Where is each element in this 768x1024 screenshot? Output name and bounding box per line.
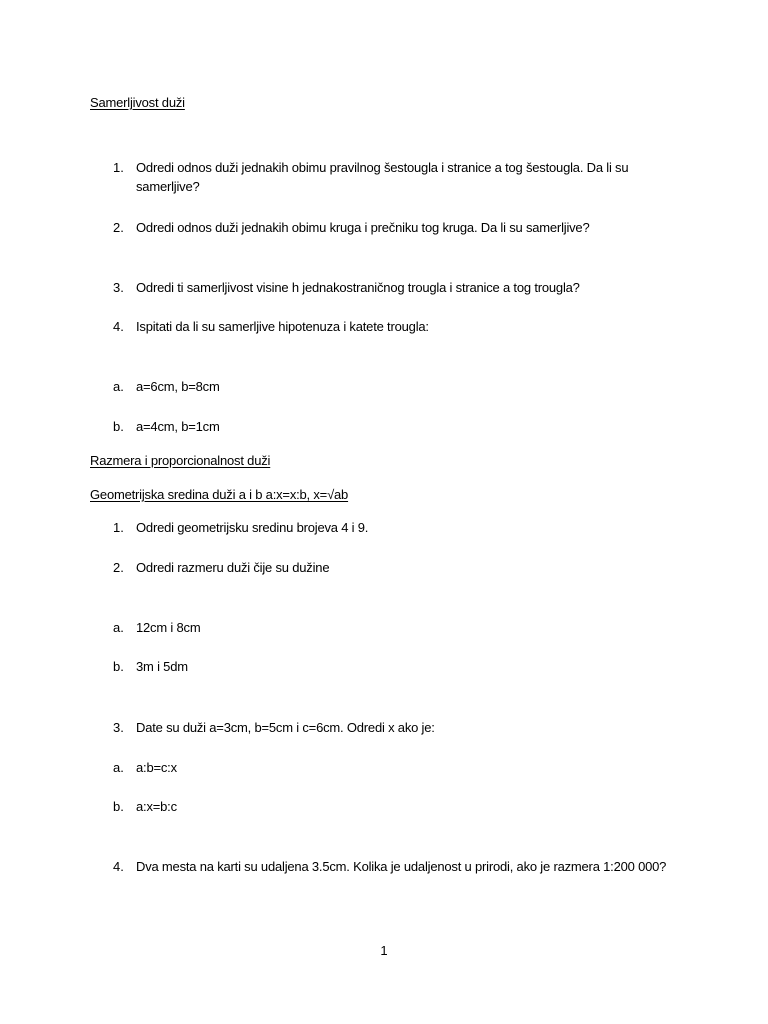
list-text: Odredi odnos duži jednakih obimu kruga i prečniku tog kruga. Da li su samerljive? <box>136 220 590 235</box>
list-number: 3. <box>113 280 124 295</box>
section-heading-samerljivost: Samerljivost duži <box>90 95 185 110</box>
list-text: a:b=c:x <box>136 760 177 775</box>
list-number: 2. <box>113 560 124 575</box>
list-letter: a. <box>113 620 124 635</box>
list-text: Odredi odnos duži jednakih obimu pravilnog šestougla i stranice a tog šestougla. Da li su <box>136 160 629 175</box>
list-text: Odredi razmeru duži čije su dužine <box>136 560 330 575</box>
list-letter: b. <box>113 659 124 674</box>
list-text: Ispitati da li su samerljive hipotenuza i katete trougla: <box>136 319 429 334</box>
list-letter: b. <box>113 799 124 814</box>
list-number: 4. <box>113 319 124 334</box>
list-text: a=4cm, b=1cm <box>136 419 220 434</box>
list-letter: a. <box>113 379 124 394</box>
list-text: Odredi geometrijsku sredinu brojeva 4 i 9. <box>136 520 369 535</box>
list-number: 3. <box>113 720 124 735</box>
list-number: 1. <box>113 520 124 535</box>
list-letter: b. <box>113 419 124 434</box>
list-text: Odredi ti samerljivost visine h jednakostraničnog trougla i stranice a tog trougla? <box>136 280 580 295</box>
list-text: 3m i 5dm <box>136 659 188 674</box>
list-number: 4. <box>113 859 124 874</box>
list-text: 12cm i 8cm <box>136 620 201 635</box>
list-text: Dva mesta na karti su udaljena 3.5cm. Kolika je udaljenost u prirodi, ako je razmera 1:200 000? <box>136 859 667 874</box>
list-number: 2. <box>113 220 124 235</box>
list-letter: a. <box>113 760 124 775</box>
list-number: 1. <box>113 160 124 175</box>
list-text: a:x=b:c <box>136 799 177 814</box>
list-text: a=6cm, b=8cm <box>136 379 220 394</box>
page-number: 1 <box>380 943 388 958</box>
section-subheading-geometrijska-sredina: Geometrijska sredina duži a i b a:x=x:b, x=√ab <box>90 487 349 502</box>
list-text-continued: samerljive? <box>136 179 200 194</box>
list-text: Date su duži a=3cm, b=5cm i c=6cm. Odredi x ako je: <box>136 720 435 735</box>
section-heading-razmera: Razmera i proporcionalnost duži <box>90 453 271 468</box>
